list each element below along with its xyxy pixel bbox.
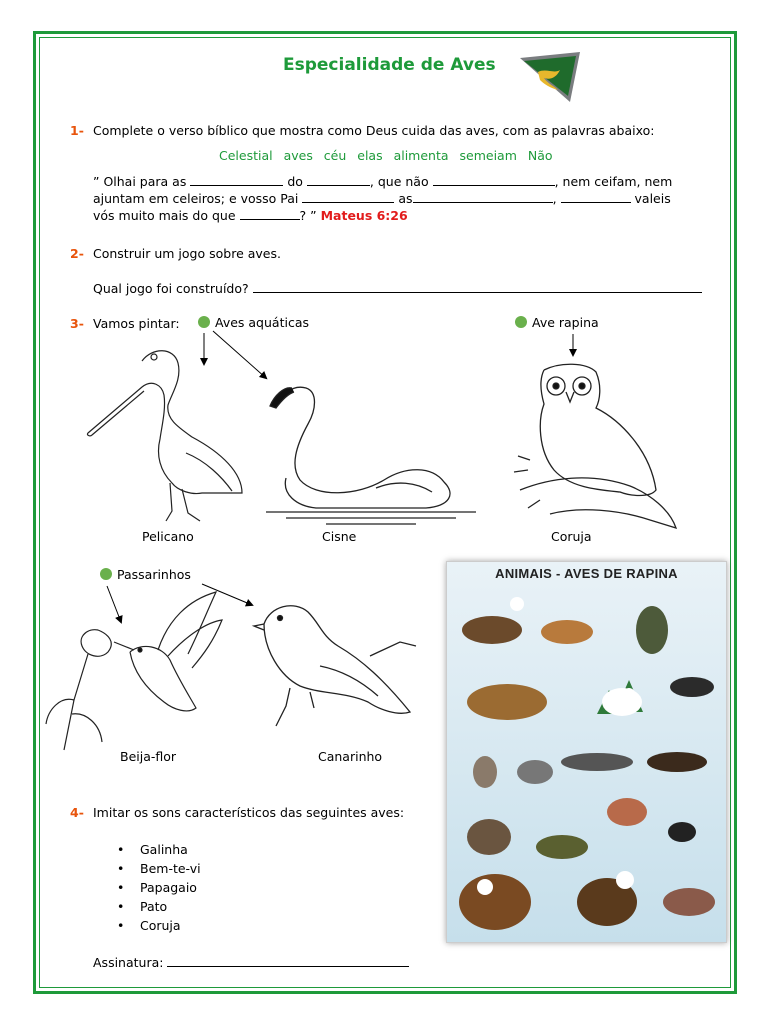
question-1-text: Complete o verso bíblico que mostra como Deus cuida das aves, com as palavras abaixo: xyxy=(93,123,655,138)
bird-label-beija-flor: Beija-flor xyxy=(120,749,177,764)
green-dot-icon xyxy=(515,316,527,328)
hummingbird-drawing xyxy=(38,590,228,770)
list-item: • Coruja xyxy=(115,916,201,935)
blank-5[interactable] xyxy=(413,191,553,203)
list-item: • Pato xyxy=(115,897,201,916)
word-bank: Celestial aves céu elas alimenta semeiam Não xyxy=(219,148,553,163)
owl-drawing xyxy=(510,360,685,540)
bird-label-coruja: Coruja xyxy=(551,529,592,544)
bird-label-pelicano: Pelicano xyxy=(142,529,194,544)
raptor-illustrations xyxy=(447,562,727,943)
pelican-drawing xyxy=(82,343,252,533)
label-passarinhos: Passarinhos xyxy=(117,567,191,582)
page-title: Especialidade de Aves xyxy=(283,55,496,75)
verse-reference: Mateus 6:26 xyxy=(320,208,408,223)
blank-6[interactable] xyxy=(561,191,631,203)
label-rapina: Ave rapina xyxy=(532,315,599,330)
game-answer-line[interactable] xyxy=(253,281,702,293)
swan-drawing xyxy=(266,370,486,530)
blank-2[interactable] xyxy=(307,174,370,186)
green-dot-icon xyxy=(198,316,210,328)
bird-label-cisne: Cisne xyxy=(322,529,357,544)
question-2-sub: Qual jogo foi construído? xyxy=(93,281,249,296)
signature-label: Assinatura: xyxy=(93,955,164,970)
blank-1[interactable] xyxy=(190,174,283,186)
bird-badge-icon xyxy=(514,50,586,108)
question-2-text: Construir um jogo sobre aves. xyxy=(93,246,281,261)
green-dot-icon xyxy=(100,568,112,580)
question-1-number: 1- xyxy=(70,123,84,138)
blank-7[interactable] xyxy=(240,208,300,220)
blank-4[interactable] xyxy=(302,191,394,203)
question-4-number: 4- xyxy=(70,805,84,820)
label-aquaticas: Aves aquáticas xyxy=(215,315,309,330)
blank-3[interactable] xyxy=(433,174,555,186)
poster-title: ANIMAIS - AVES DE RAPINA xyxy=(495,566,678,581)
list-item: • Galinha xyxy=(115,840,201,859)
list-item: • Papagaio xyxy=(115,878,201,897)
bible-verse: ” Olhai para as do , que não , nem ceifam, nem ajuntam em celeiros; e vosso Pai as , valeis vós muito mais do que ? ” Mateus 6:26 xyxy=(93,174,673,223)
canary-drawing xyxy=(250,596,420,746)
signature-line[interactable] xyxy=(167,955,409,967)
question-4-text: Imitar os sons característicos das seguintes aves: xyxy=(93,805,405,820)
question-2-number: 2- xyxy=(70,246,84,261)
question-3-text: Vamos pintar: xyxy=(93,316,180,331)
list-item: • Bem-te-vi xyxy=(115,859,201,878)
bird-label-canarinho: Canarinho xyxy=(318,749,383,764)
birds-of-prey-poster xyxy=(446,561,727,943)
sounds-list xyxy=(115,840,201,935)
question-3-number: 3- xyxy=(70,316,84,331)
